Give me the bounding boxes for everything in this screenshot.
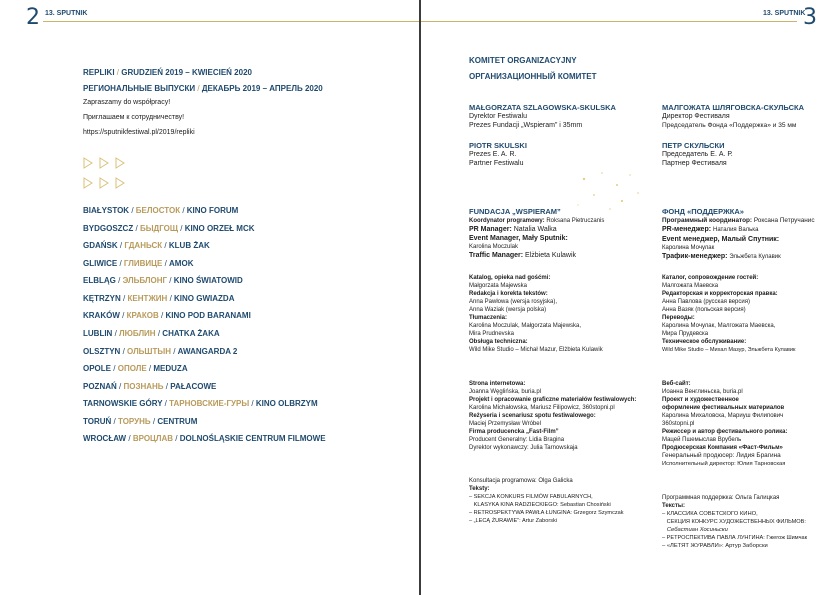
foundation-pl <box>469 207 604 260</box>
staff-line: Event менеджер, Малый Спутник: <box>662 236 780 243</box>
staff-line: Переводы: <box>662 315 695 321</box>
repliki-title-b: GRUDZIEŃ 2019 – KWIECIEŃ 2020 <box>121 68 252 77</box>
person-name: ПЕТР СКУЛЬСКИ <box>662 141 725 150</box>
staff-line: Иоанна Венглиньска, buria.pl <box>662 389 743 395</box>
foundation-pl-lower <box>469 380 636 452</box>
person-role: Председатель Фонда «Поддержка» и 35 мм <box>662 122 797 129</box>
foundation-ru-mid <box>662 274 795 354</box>
invite-ru: Приглашаем к сотрудничеству! <box>83 114 185 121</box>
staff-line: Программный координатор: Роксана Петручанис <box>662 217 815 224</box>
staff-line: Проект и художественное <box>662 397 739 403</box>
staff-line: Reżyseria i scenariusz spotu festiwalowego: <box>469 413 596 419</box>
repliki-title <box>83 68 252 77</box>
staff-line: Konsultacja programowa: Olga Galicka <box>469 478 573 484</box>
list-item: BIAŁYSTOK / БЕЛОСТОК / KINO FORUM <box>83 206 239 215</box>
list-item: OPOLE / ОПОЛЕ / MEDUZA <box>83 364 188 373</box>
staff-line: PR Manager: Natalia Walka <box>469 226 557 233</box>
person-block-pl-2 <box>469 141 527 168</box>
list-item: GDAŃSK / ГДАНЬСК / KLUB ŻAK <box>83 241 210 250</box>
staff-line: Wild Mike Studio – Михал Мазур, Эльжбета Кулавик <box>662 347 796 353</box>
staff-line: Traffic Manager: Elżbieta Kulawik <box>469 252 576 259</box>
staff-line: Wild Mike Studio – Michał Mazur, Elżbieta Kulawik <box>469 347 603 353</box>
staff-line: – КЛАССИКА СОВЕТСКОГО КИНО, <box>662 511 758 517</box>
foundation-ru <box>662 207 815 262</box>
staff-line: Karolina Moczulak <box>469 244 519 250</box>
foundation-ru-lower <box>662 380 787 468</box>
staff-line: 360stopni.pl <box>662 421 695 427</box>
person-name: МАЛГОЖАТА ШЛЯГОВСКА-СКУЛЬСКА <box>662 103 804 112</box>
triangle-ornament-icon <box>83 156 133 192</box>
staff-line: – SEKCJA KONKURS FILMÓW FABULARNYCH, <box>469 494 593 500</box>
person-block-ru-2 <box>662 141 733 168</box>
foundation-pl-bottom <box>469 477 624 525</box>
person-name: PIOTR SKULSKI <box>469 141 527 150</box>
person-role: Dyrektor Festiwalu <box>469 113 527 120</box>
staff-line: Малгожата Маевска <box>662 283 719 289</box>
staff-line: оформление фестивальных материалов <box>662 405 785 411</box>
staff-line: Анна Вазяк (польская версия) <box>662 307 746 313</box>
staff-line: Redakcja i korekta tekstów: <box>469 291 548 297</box>
repliki-title-ru-a: РЕГИОНАЛЬНЫЕ ВЫПУСКИ <box>83 84 196 93</box>
list-item: BYDGOSZCZ / БЫДГОЩ / KINO ORZEŁ MCK <box>83 224 255 233</box>
staff-line: Anna Waziak (wersja polska) <box>469 307 547 313</box>
repliki-title-ru-sep: / <box>197 84 200 93</box>
page-number-left: 2 <box>26 5 40 30</box>
repliki-title-sep: / <box>116 68 120 77</box>
staff-line: – РЕТРОСПЕКТИВА ПАВЛА ЛУНГИНА: Гжегож Шимчак <box>662 535 808 541</box>
list-item: KĘTRZYN / КЕНТЖИН / KINO GWIAZDA <box>83 294 235 303</box>
staff-line: KLASYKA KINA RADZIECKIEGO: Sebastian Chosiński <box>469 502 611 508</box>
staff-line: Генеральный продюсер: Лидия Брагина <box>662 452 781 459</box>
staff-line: – «ЛЕТЯТ ЖУРАВЛИ»: Артур Заборски <box>662 543 768 549</box>
staff-line: Producent Generalny: Lidia Bragina <box>469 437 565 443</box>
person-role: Prezes E. A. R. <box>469 151 517 158</box>
staff-line: – „LECĄ ŻURAWIE”: Artur Zaborski <box>469 518 558 524</box>
person-role: Партнер Фестиваля <box>662 160 727 167</box>
person-role: Директор Фестиваля <box>662 113 730 120</box>
committee-title-ru: ОРГАНИЗАЦИОННЫЙ КОМИТЕТ <box>469 72 597 81</box>
repliki-url[interactable]: https://sputnikfestiwal.pl/2019/repliki <box>83 129 195 136</box>
staff-line: Firma producencka „Fast-Film” <box>469 429 559 435</box>
staff-line: Программная поддержка: Ольга Галицкая <box>662 495 780 501</box>
staff-line: Анна Павлова (русская версия) <box>662 299 750 305</box>
staff-line: Teksty: <box>469 486 490 492</box>
list-item: WROCŁAW / ВРОЦЛАВ / DOLNOŚLĄSKIE CENTRUM FILMOWE <box>83 434 326 443</box>
staff-line: – RETROSPEKTYWA PAWŁA ŁUNGINA: Grzegorz Szymczak <box>469 510 624 516</box>
foundation-title: FUNDACJA „WSPIERAM” <box>469 207 561 216</box>
staff-line: Dyrektor wykonawczy: Julia Tarnowskaja <box>469 445 578 451</box>
staff-line: Tłumaczenia: <box>469 315 508 321</box>
staff-line: Мацей Пшемыслав Врубель <box>662 437 742 443</box>
repliki-title-a: REPLIKI <box>83 68 115 77</box>
staff-line: Трафик-менеджер: Эльжбета Кулавик <box>662 253 781 260</box>
staff-line: PR-менеджер: Наталия Валька <box>662 226 759 233</box>
staff-line: Maciej Przemysław Wróbel <box>469 421 541 427</box>
list-item: GLIWICE / ГЛИВИЦЕ / AMOK <box>83 259 194 268</box>
list-item: TARNOWSKIE GÓRY / ТАРНОВСКИЕ-ГУРЫ / KINO OLBRZYM <box>83 399 318 408</box>
list-item: ELBLĄG / ЭЛЬБЛОНГ / KINO ŚWIATOWID <box>83 276 243 285</box>
header-label-right: 13. SPUTNIK <box>763 10 806 17</box>
staff-line: Obsługa techniczna: <box>469 339 528 345</box>
staff-line: Каролина Михаловска, Мариуш Филипович <box>662 413 784 419</box>
person-role: Председатель Е. А. Р. <box>662 151 733 158</box>
list-item: KRAKÓW / КРАКОВ / KINO POD BARANAMI <box>83 311 251 320</box>
staff-line: Mira Prudnevska <box>469 331 515 337</box>
staff-line: Себастиан Хосиньски <box>662 527 728 533</box>
staff-line: Мира Прудевска <box>662 331 709 337</box>
staff-line: Веб-сайт: <box>662 381 691 387</box>
foundation-title: ФОНД «ПОДДЕРЖКА» <box>662 207 744 216</box>
staff-line: Anna Pawłowa (wersja rosyjska), <box>469 299 558 305</box>
staff-line: Joanna Węglińska, buria.pl <box>469 389 542 395</box>
staff-line: Редакторская и корректорская правка: <box>662 291 778 297</box>
repliki-title-ru-b: ДЕКАБРЬ 2019 – АПРЕЛЬ 2020 <box>201 84 323 93</box>
staff-line: Техническое обслуживание: <box>662 339 747 345</box>
staff-line: Koordynator programowy: Roksana Pietruczanis <box>469 218 605 224</box>
foundation-pl-mid <box>469 274 603 354</box>
staff-line: Тексты: <box>662 503 686 509</box>
page-gutter <box>419 0 421 595</box>
staff-line: Режиссер и автор фестивального ролика: <box>662 429 788 435</box>
header-rule-left <box>43 21 419 22</box>
list-item: TORUŃ / ТОРУНЬ / CENTRUM <box>83 417 198 426</box>
staff-line: СЕКЦИЯ КОНКУРС ХУДОЖЕСТВЕННЫХ ФИЛЬМОВ: <box>662 519 806 525</box>
person-block-pl-1 <box>469 103 616 130</box>
staff-line: Каролина Мочулак <box>662 245 715 251</box>
staff-line: Karolina Moczulak, Małgorzata Majewska, <box>469 323 582 329</box>
staff-line: Продюсерская Компания «Фаст-Фильм» <box>662 445 783 451</box>
committee-title-pl: KOMITET ORGANIZACYJNY <box>469 56 577 65</box>
staff-line: Karolina Michałowska, Mariusz Filipowicz, 360stopni.pl <box>469 405 615 411</box>
list-item: OLSZTYN / ОЛЬШТЫН / AWANGARDA 2 <box>83 347 238 356</box>
foundation-ru-bottom <box>662 494 807 550</box>
staff-line: Каролина Мочулак, Малгожата Маевска, <box>662 323 776 329</box>
repliki-title-ru <box>83 84 323 93</box>
list-item: LUBLIN / ЛЮБЛИН / CHATKA ŻAKA <box>83 329 220 338</box>
person-block-ru-1 <box>662 103 804 130</box>
staff-line: Исполнительный директор: Юлия Тарновская <box>662 461 786 467</box>
staff-line: Каталог, сопровождение гостей: <box>662 275 759 281</box>
list-item: POZNAŃ / ПОЗНАНЬ / PAŁACOWE <box>83 382 217 391</box>
invite-pl: Zapraszamy do współpracy! <box>83 99 171 106</box>
staff-line: Małgorzata Majewska <box>469 283 528 289</box>
staff-line: Strona internetowa: <box>469 381 526 387</box>
header-rule-right <box>421 21 797 22</box>
person-name: MAŁGORZATA SZLAGOWSKA-SKULSKA <box>469 103 616 112</box>
page-number-right: 3 <box>803 5 817 30</box>
person-role: Prezes Fundacji „Wspieram” i 35mm <box>469 122 583 129</box>
header-label-left: 13. SPUTNIK <box>45 10 88 17</box>
staff-line: Katalog, opieka nad gośćmi: <box>469 275 551 281</box>
person-role: Partner Festiwalu <box>469 160 524 167</box>
staff-line: Projekt i opracowanie graficzne materiałów festiwalowych: <box>469 397 637 403</box>
staff-line: Event Manager, Mały Sputnik: <box>469 235 568 242</box>
